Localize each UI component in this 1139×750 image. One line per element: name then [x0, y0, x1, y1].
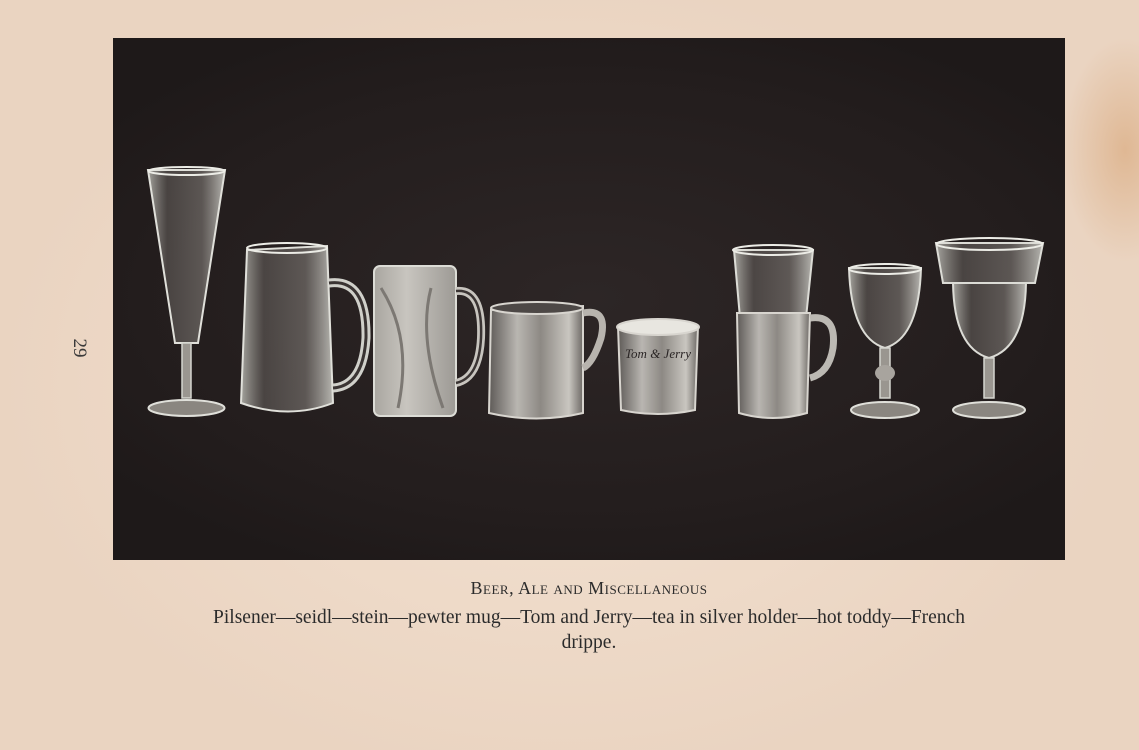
caption-line-2: drippe. [561, 632, 617, 653]
stein-icon [374, 266, 481, 416]
hot-toddy-glass-icon [849, 264, 921, 418]
figure-caption [113, 605, 1065, 655]
french-drippe-glass-icon [936, 238, 1043, 418]
page-number: 29 [69, 338, 90, 358]
tom-and-jerry-mug-icon [617, 319, 699, 414]
seidl-glass-icon [241, 243, 366, 412]
engraving-text: Tom & Jerry [625, 346, 691, 361]
caption-line-1: Pilsener—seidl—stein—pewter mug—Tom and Jerry—tea in silver holder—hot toddy—French [213, 607, 965, 628]
figure-title: Beer, Ale and Miscellaneous [470, 578, 708, 598]
glassware-photograph [113, 38, 1065, 560]
tea-glass-in-silver-holder-icon [733, 245, 834, 418]
pilsener-glass-icon [148, 167, 225, 416]
pewter-mug-icon [489, 302, 603, 419]
